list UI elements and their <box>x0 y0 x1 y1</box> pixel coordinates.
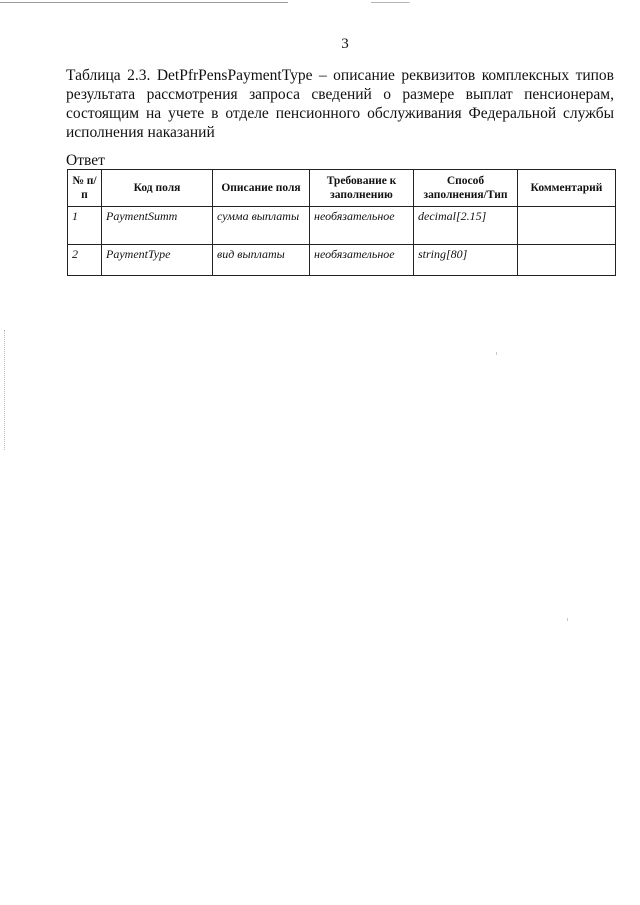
page-number: 3 <box>341 36 349 52</box>
caption-continuation: результата рассмотрения запроса сведений о размере выплат пенсионерам, состоящим на учете в отделе пенсионного обслуживания Федеральной службы исполнения наказаний <box>66 86 614 141</box>
cell-description: сумма выплаты <box>213 207 310 245</box>
cell-comment <box>518 207 616 245</box>
table-caption <box>66 66 614 142</box>
table-header-row <box>68 170 616 207</box>
header-method: Способ заполнения/Тип <box>414 170 518 207</box>
cell-code: PaymentSumm <box>102 207 213 245</box>
scan-artifact-left <box>4 330 6 450</box>
scan-artifact-top <box>0 2 640 3</box>
header-comment: Комментарий <box>518 170 616 207</box>
table-label: Ответ <box>66 152 105 169</box>
header-requirement: Требование к заполнению <box>310 170 414 207</box>
header-description: Описание поля <box>213 170 310 207</box>
cell-method: decimal[2.15] <box>414 207 518 245</box>
header-code: Код поля <box>102 170 213 207</box>
scan-speck <box>496 352 497 355</box>
cell-comment <box>518 245 616 276</box>
cell-requirement: необязательное <box>310 207 414 245</box>
fields-table <box>67 169 616 276</box>
table-row <box>68 245 616 276</box>
caption-line-1: Таблица 2.3. DetPfrPensPaymentType – описание реквизитов комплексных типов <box>66 67 614 84</box>
table-row <box>68 207 616 245</box>
cell-requirement: необязательное <box>310 245 414 276</box>
cell-description: вид выплаты <box>213 245 310 276</box>
cell-num: 1 <box>68 207 102 245</box>
cell-num: 2 <box>68 245 102 276</box>
cell-method: string[80] <box>414 245 518 276</box>
scan-speck <box>567 618 568 621</box>
cell-code: PaymentType <box>102 245 213 276</box>
header-num: № п/п <box>68 170 102 207</box>
